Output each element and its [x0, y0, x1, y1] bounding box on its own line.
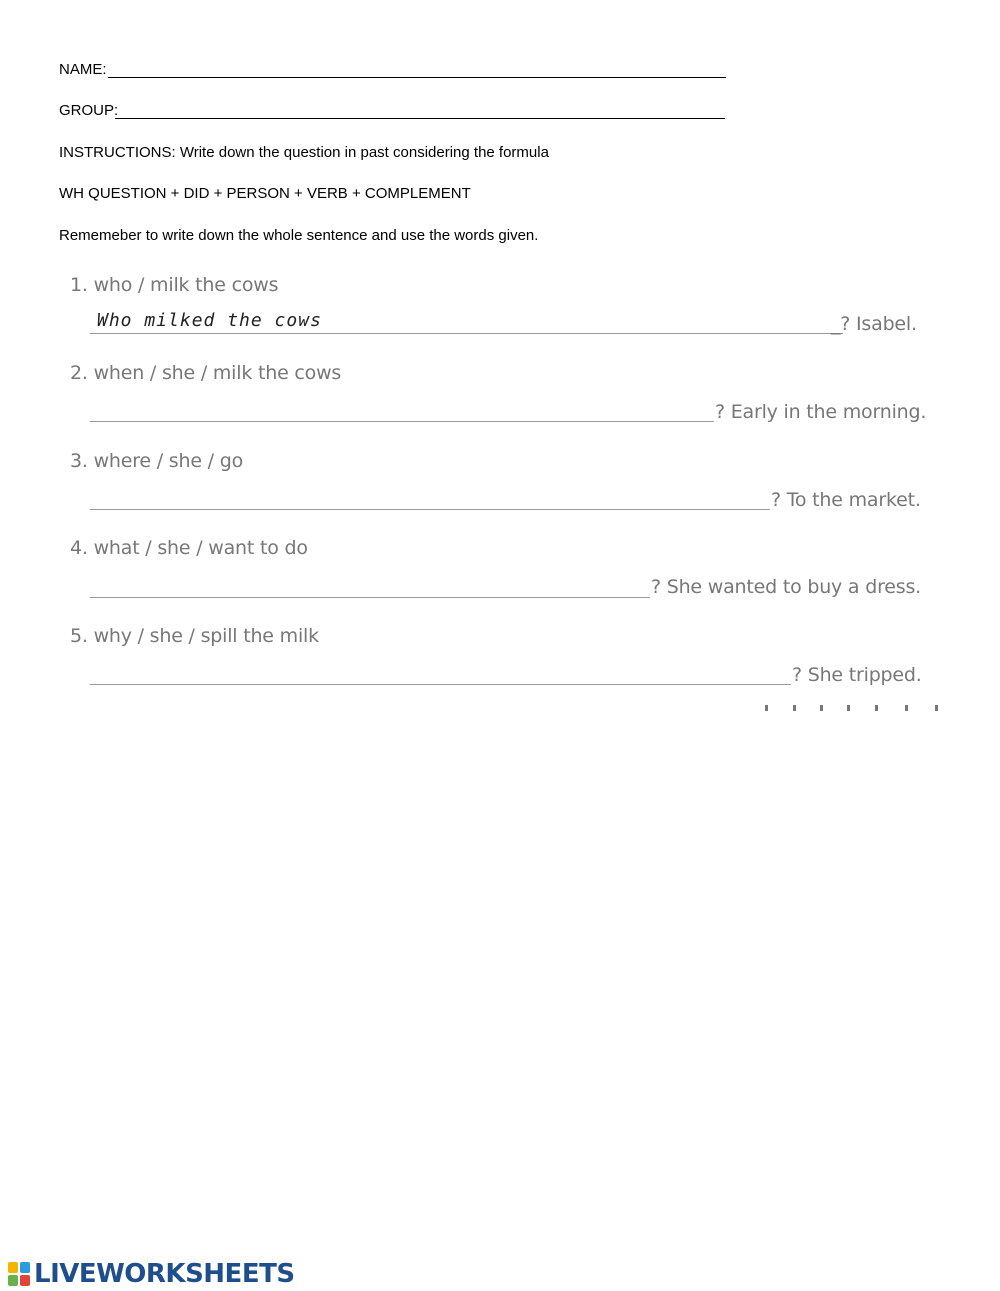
question-3-answer-line[interactable]: [90, 509, 770, 510]
question-3-prompt: 3. where / she / go: [70, 450, 243, 472]
question-1-answer-text: Who milked the cows: [97, 310, 322, 331]
group-input-line[interactable]: [115, 118, 725, 119]
logo-text: LIVEWORKSHEETS: [34, 1259, 295, 1289]
question-4-response: ? She wanted to buy a dress.: [651, 576, 921, 598]
name-input-line[interactable]: [108, 77, 726, 78]
formula-text: WH QUESTION + DID + PERSON + VERB + COMPLEMENT: [59, 185, 471, 202]
question-5-response: ? She tripped.: [792, 664, 922, 686]
question-2-response: ? Early in the morning.: [715, 401, 927, 423]
question-5-answer-line[interactable]: [90, 684, 791, 685]
logo-mark-icon: [8, 1262, 30, 1286]
question-1-prompt: 1. who / milk the cows: [70, 274, 279, 296]
question-2-prompt: 2. when / she / milk the cows: [70, 362, 342, 384]
question-1-answer-line[interactable]: [90, 333, 843, 334]
question-3-response: ? To the market.: [771, 489, 921, 511]
question-2-answer-line[interactable]: [90, 421, 714, 422]
reminder-text: Rememeber to write down the whole sentence and use the words given.: [59, 227, 539, 244]
question-5-prompt: 5. why / she / spill the milk: [70, 625, 319, 647]
question-4-prompt: 4. what / she / want to do: [70, 537, 308, 559]
name-label: NAME:: [59, 61, 107, 78]
cropped-text-remnant: [765, 705, 945, 711]
instructions-text: INSTRUCTIONS: Write down the question in past considering the formula: [59, 144, 549, 161]
group-label: GROUP:: [59, 102, 119, 119]
question-1-response: _? Isabel.: [831, 313, 917, 335]
liveworksheets-logo: [8, 1259, 295, 1289]
question-4-answer-line[interactable]: [90, 597, 650, 598]
